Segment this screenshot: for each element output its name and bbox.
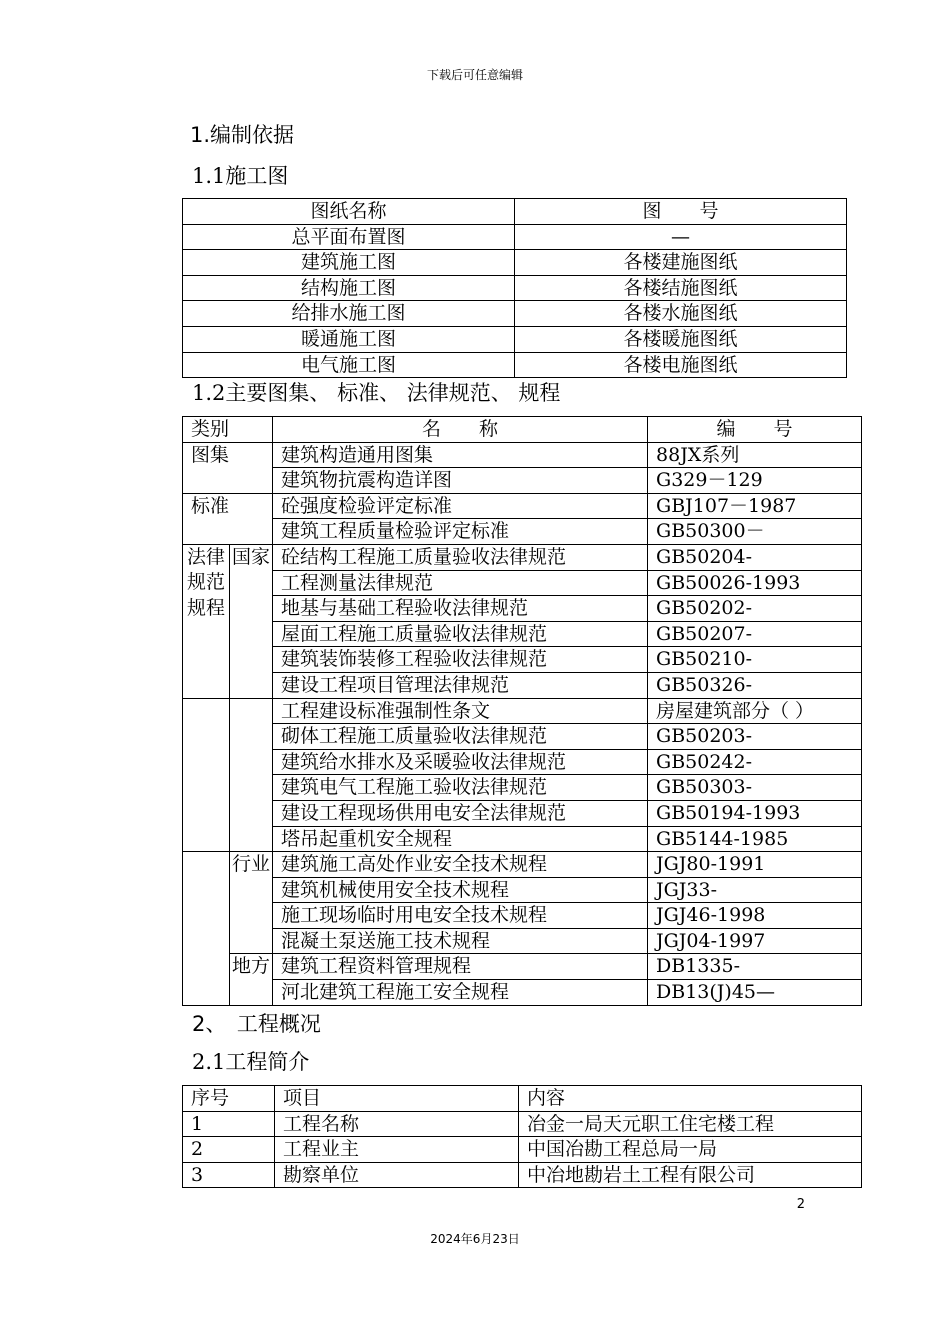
overview-table xyxy=(182,1085,862,1188)
table-row xyxy=(183,596,862,622)
table-cell: GBJ107－1987 xyxy=(648,493,862,519)
table-row xyxy=(183,724,862,750)
table-row xyxy=(183,570,862,596)
table-row xyxy=(183,698,862,724)
subcategory-cell-vertical: 地方 xyxy=(230,954,273,1005)
table-cell: GB50210- xyxy=(648,647,862,673)
table-row xyxy=(183,800,862,826)
table-cell: JGJ04-1997 xyxy=(648,928,862,954)
table-cell: 建设工程现场供用电安全法律规范 xyxy=(273,800,648,826)
table-row xyxy=(183,852,862,878)
section-title-basis: 1.编制依据 xyxy=(190,123,295,147)
table-cell: 勘察单位 xyxy=(275,1162,519,1188)
table-cell: GB50207- xyxy=(648,621,862,647)
table-cell: DB1335- xyxy=(648,954,862,980)
table-row xyxy=(183,224,847,250)
table-cell: — xyxy=(515,224,847,250)
table-row xyxy=(183,647,862,673)
standards-table xyxy=(182,416,862,1006)
section-title-overview: 2、 工程概况 xyxy=(192,1012,321,1036)
table-row xyxy=(183,493,862,519)
drawings-table xyxy=(182,198,847,378)
header-cell: 类别 xyxy=(183,417,273,443)
table-cell: 建筑物抗震构造详图 xyxy=(273,468,648,494)
table-cell: 88JX系列 xyxy=(648,442,862,468)
table-cell: 工程业主 xyxy=(275,1137,519,1163)
table-cell: 混凝土泵送施工技术规程 xyxy=(273,928,648,954)
table-row xyxy=(183,903,862,929)
empty-cell xyxy=(183,852,230,1006)
table-cell: G329－129 xyxy=(648,468,862,494)
empty-cell xyxy=(183,698,230,852)
subcategory-cell-vertical: 国家 xyxy=(230,544,273,698)
table-cell: 建筑施工图 xyxy=(183,250,515,276)
table-row xyxy=(183,980,862,1006)
table-row xyxy=(183,301,847,327)
header-cell: 序号 xyxy=(183,1086,275,1112)
table-cell: 建筑机械使用安全技术规程 xyxy=(273,877,648,903)
subsection-standards: 1.2主要图集、 标准、 法律规范、 规程 xyxy=(192,381,561,405)
table-cell: 结构施工图 xyxy=(183,275,515,301)
header-cell: 名 称 xyxy=(273,417,648,443)
table-cell: GB5144-1985 xyxy=(648,826,862,852)
table-cell: 地基与基础工程验收法律规范 xyxy=(273,596,648,622)
page-footer-date: 2024年6月23日 xyxy=(430,1232,520,1246)
subcategory-cell-vertical: 行业 xyxy=(230,852,273,954)
table-row xyxy=(183,1137,862,1163)
table-cell: 砼结构工程施工质量验收法律规范 xyxy=(273,544,648,570)
table-cell: 建筑工程资料管理规程 xyxy=(273,954,648,980)
table-cell: 施工现场临时用电安全技术规程 xyxy=(273,903,648,929)
category-cell-vertical: 法律规范规程 xyxy=(183,544,230,698)
table-cell: 建筑施工高处作业安全技术规程 xyxy=(273,852,648,878)
table-row xyxy=(183,326,847,352)
header-cell: 图纸名称 xyxy=(183,199,515,225)
table-cell: 暖通施工图 xyxy=(183,326,515,352)
table-cell: 中冶地勘岩土工程有限公司 xyxy=(519,1162,862,1188)
table-cell: 2 xyxy=(183,1137,275,1163)
subsection-drawings: 1.1施工图 xyxy=(192,164,289,188)
table-row xyxy=(183,928,862,954)
table-cell: GB50194-1993 xyxy=(648,800,862,826)
table-cell: JGJ33- xyxy=(648,877,862,903)
empty-cell xyxy=(230,698,273,852)
table-cell: 建筑装饰装修工程验收法律规范 xyxy=(273,647,648,673)
table-row xyxy=(183,250,847,276)
table-cell: 砌体工程施工质量验收法律规范 xyxy=(273,724,648,750)
table-cell: GB50326- xyxy=(648,672,862,698)
table-cell: 1 xyxy=(183,1111,275,1137)
table-cell: JGJ80-1991 xyxy=(648,852,862,878)
table-cell: 3 xyxy=(183,1162,275,1188)
header-cell: 内容 xyxy=(519,1086,862,1112)
table-cell: 各楼电施图纸 xyxy=(515,352,847,378)
table-cell: 电气施工图 xyxy=(183,352,515,378)
table-row xyxy=(183,519,862,545)
table-row xyxy=(183,275,847,301)
table-cell: 各楼结施图纸 xyxy=(515,275,847,301)
table-cell: 中国冶勘工程总局一局 xyxy=(519,1137,862,1163)
table-cell: 工程测量法律规范 xyxy=(273,570,648,596)
header-cell: 图 号 xyxy=(515,199,847,225)
table-row xyxy=(183,954,862,980)
table-cell: GB50202- xyxy=(648,596,862,622)
table-cell: GB50203- xyxy=(648,724,862,750)
table-row xyxy=(183,442,862,468)
table-cell: 建设工程项目管理法律规范 xyxy=(273,672,648,698)
table-cell: 屋面工程施工质量验收法律规范 xyxy=(273,621,648,647)
table-row xyxy=(183,621,862,647)
table-row xyxy=(183,352,847,378)
table-cell: 各楼水施图纸 xyxy=(515,301,847,327)
table-cell: JGJ46-1998 xyxy=(648,903,862,929)
header-cell: 项目 xyxy=(275,1086,519,1112)
table-cell: GB50300－ xyxy=(648,519,862,545)
table-cell: GB50026-1993 xyxy=(648,570,862,596)
table-cell: 建筑构造通用图集 xyxy=(273,442,648,468)
table-row xyxy=(183,826,862,852)
table-row xyxy=(183,1162,862,1188)
table-cell: 工程建设标准强制性条文 xyxy=(273,698,648,724)
table-row xyxy=(183,877,862,903)
table-cell: GB50303- xyxy=(648,775,862,801)
table-row xyxy=(183,672,862,698)
table-cell: 工程名称 xyxy=(275,1111,519,1137)
table-header-row xyxy=(183,199,847,225)
table-cell: 总平面布置图 xyxy=(183,224,515,250)
header-cell: 编 号 xyxy=(648,417,862,443)
table-row xyxy=(183,544,862,570)
table-cell: DB13(J)45— xyxy=(648,980,862,1006)
table-row xyxy=(183,468,862,494)
table-cell: 房屋建筑部分（ ） xyxy=(648,698,862,724)
table-cell: 各楼建施图纸 xyxy=(515,250,847,276)
table-header-row xyxy=(183,1086,862,1112)
table-cell: 建筑工程质量检验评定标准 xyxy=(273,519,648,545)
table-cell: GB50242- xyxy=(648,749,862,775)
table-header-row xyxy=(183,417,862,443)
table-row xyxy=(183,1111,862,1137)
subsection-project-intro: 2.1工程简介 xyxy=(192,1050,310,1074)
table-cell: 给排水施工图 xyxy=(183,301,515,327)
page-header: 下载后可任意编辑 xyxy=(426,68,523,82)
table-cell: 塔吊起重机安全规程 xyxy=(273,826,648,852)
category-cell: 标准 xyxy=(183,493,273,544)
table-cell: 砼强度检验评定标准 xyxy=(273,493,648,519)
page-number: 2 xyxy=(796,1197,805,1212)
table-cell: 各楼暖施图纸 xyxy=(515,326,847,352)
table-row xyxy=(183,775,862,801)
table-row xyxy=(183,749,862,775)
category-cell: 图集 xyxy=(183,442,273,493)
table-cell: 建筑电气工程施工验收法律规范 xyxy=(273,775,648,801)
table-cell: 建筑给水排水及采暖验收法律规范 xyxy=(273,749,648,775)
table-cell: 冶金一局天元职工住宅楼工程 xyxy=(519,1111,862,1137)
table-cell: 河北建筑工程施工安全规程 xyxy=(273,980,648,1006)
table-cell: GB50204- xyxy=(648,544,862,570)
